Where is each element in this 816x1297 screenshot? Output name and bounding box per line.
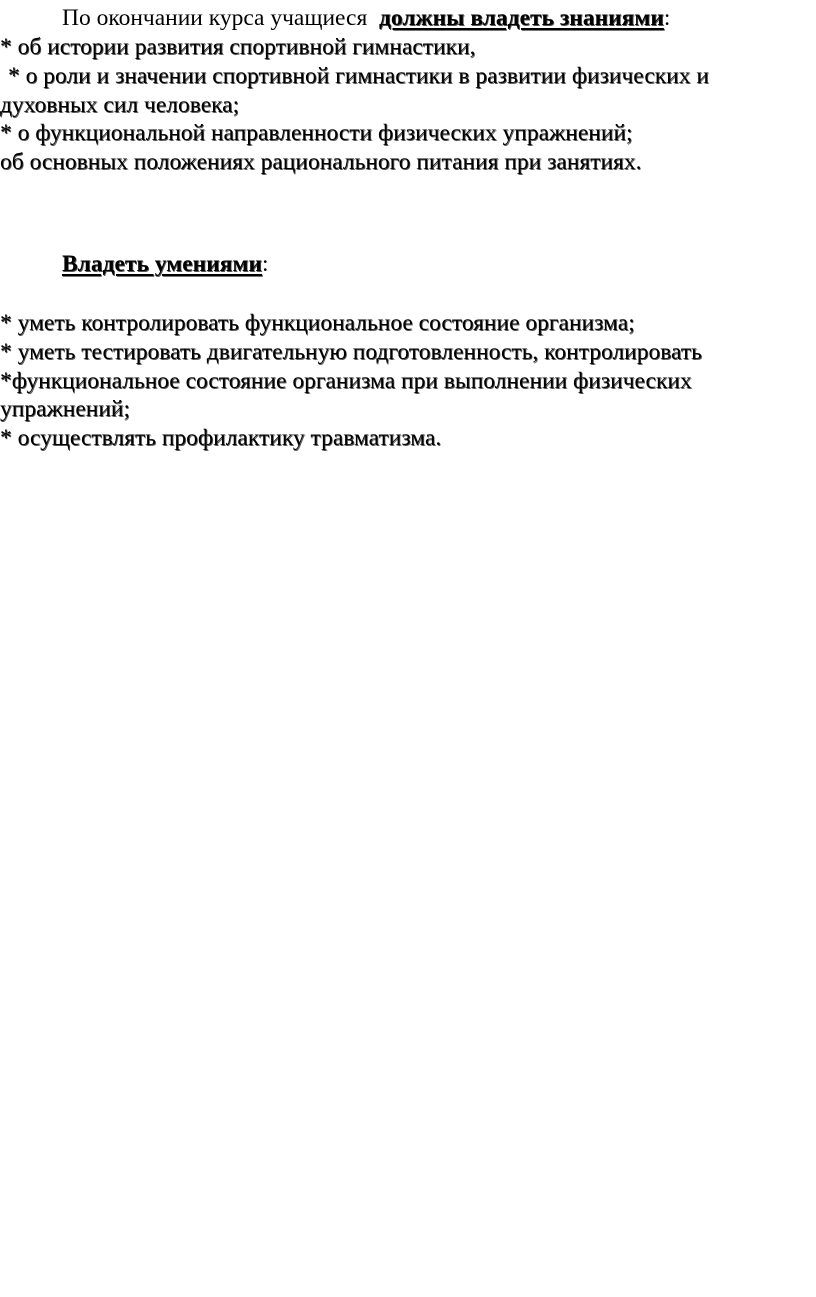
skills-item: * уметь тестировать двигательную подготовленность, контролировать xyxy=(0,339,702,365)
skills-item: * уметь контролировать функциональное состояние организма; xyxy=(0,310,635,336)
knowledge-item: духовных сил человека; xyxy=(0,92,240,118)
knowledge-heading: должны владеть знаниями xyxy=(379,5,664,31)
knowledge-heading-colon: : xyxy=(663,5,671,31)
skills-item: *функциональное состояние организма при выполнении физических xyxy=(0,368,692,394)
skills-heading: Владеть умениями xyxy=(62,251,262,277)
skills-item: упражнений; xyxy=(0,396,131,422)
knowledge-intro-prefix: По окончании курса учащиеся xyxy=(62,5,368,31)
skills-heading-line xyxy=(62,250,269,278)
knowledge-item: * о роли и значении спортивной гимнастики в развитии физических и xyxy=(8,63,709,89)
knowledge-intro xyxy=(62,4,670,32)
knowledge-item: об основных положениях рационального питания при занятиях. xyxy=(0,149,642,175)
skills-item: * осуществлять профилактику травматизма. xyxy=(0,425,442,451)
knowledge-item: * об истории развития спортивной гимнастики, xyxy=(0,34,476,60)
knowledge-item: * о функциональной направленности физических упражнений; xyxy=(0,120,633,146)
skills-heading-colon: : xyxy=(262,251,269,277)
